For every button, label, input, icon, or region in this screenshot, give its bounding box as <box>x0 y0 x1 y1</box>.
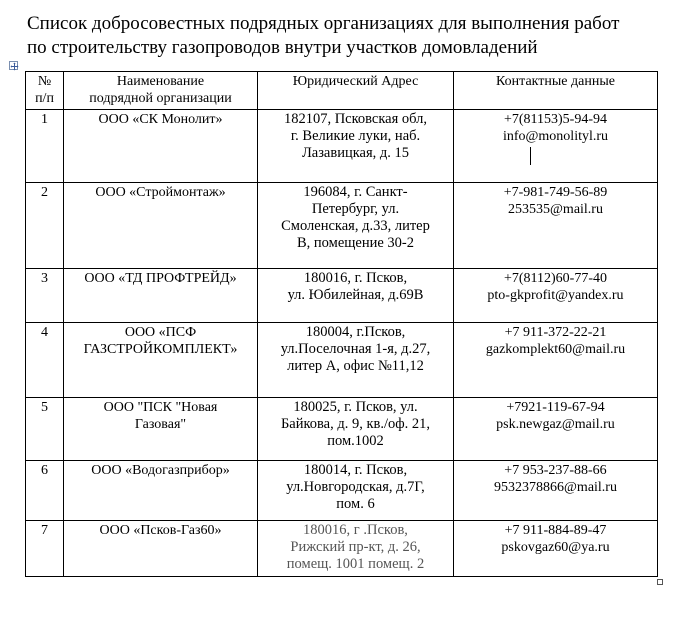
cell-address[interactable]: 180016, г. Псков, ул. Юбилейная, д.69В <box>258 269 454 323</box>
cell-contacts[interactable] <box>454 269 658 323</box>
cell-num[interactable]: 2 <box>26 183 64 269</box>
table-row <box>26 323 658 398</box>
cell-phone: +7 911-884-89-47 <box>504 523 607 538</box>
cell-name[interactable]: ООО "ПСК "Новая Газовая" <box>64 398 258 461</box>
table-row <box>26 110 658 183</box>
table-header-row <box>26 72 658 110</box>
cell-address[interactable]: 180014, г. Псков, ул.Новгородская, д.7Г, пом. 6 <box>258 461 454 521</box>
cell-email: psk.newgaz@mail.ru <box>496 417 615 432</box>
table-resize-handle-icon[interactable] <box>657 579 663 585</box>
cell-address[interactable]: 180016, г .Псков, Рижский пр-кт, д. 26, помещ. 1001 помещ. 2 <box>258 521 454 577</box>
cell-phone: +7(8112)60-77-40 <box>503 271 608 286</box>
cell-email: 253535@mail.ru <box>508 202 603 217</box>
table-move-handle-icon[interactable] <box>9 61 18 70</box>
text-cursor <box>530 147 531 165</box>
table-row <box>26 461 658 521</box>
header-contacts[interactable]: Контактные данные <box>454 72 658 110</box>
cell-email: info@monolityl.ru <box>502 129 609 144</box>
cell-phone: +7 953-237-88-66 <box>504 463 607 478</box>
cell-name[interactable]: ООО «ПСФ ГАЗСТРОЙКОМПЛЕКТ» <box>64 323 258 398</box>
cell-contacts[interactable] <box>454 110 658 183</box>
document-title: Список добросовестных подрядных организациях для выполнения работ по строительству газопроводов внутри участков домовладений <box>27 13 620 58</box>
cell-contacts[interactable] <box>454 183 658 269</box>
table-row <box>26 269 658 323</box>
cell-num[interactable]: 6 <box>26 461 64 521</box>
cell-name[interactable]: ООО «Водогазприбор» <box>64 461 258 521</box>
cell-phone: +7(81153)5-94-94 <box>503 112 608 127</box>
cell-address[interactable]: 196084, г. Санкт- Петербург, ул. Смоленская, д.33, литер В, помещение 30-2 <box>258 183 454 269</box>
cell-num[interactable]: 7 <box>26 521 64 577</box>
contractors-table <box>25 71 658 577</box>
cell-email: pto-gkprofit@yandex.ru <box>487 288 624 303</box>
cell-contacts[interactable] <box>454 521 658 577</box>
cell-phone: +7 911-372-22-21 <box>504 325 607 340</box>
cell-email: 9532378866@mail.ru <box>494 480 617 495</box>
cell-name[interactable]: ООО «Строймонтаж» <box>64 183 258 269</box>
cell-name[interactable]: ООО «ТД ПРОФТРЕЙД» <box>64 269 258 323</box>
cell-email: gazkomplekt60@mail.ru <box>485 342 626 357</box>
cell-contacts[interactable] <box>454 323 658 398</box>
cell-phone: +7-981-749-56-89 <box>503 185 608 200</box>
table-row <box>26 521 658 577</box>
header-name[interactable]: Наименование подрядной организации <box>64 72 258 110</box>
cell-num[interactable]: 5 <box>26 398 64 461</box>
cell-num[interactable]: 3 <box>26 269 64 323</box>
header-num[interactable]: № п/п <box>26 72 64 110</box>
cell-contacts[interactable] <box>454 461 658 521</box>
cell-num[interactable]: 4 <box>26 323 64 398</box>
header-address[interactable]: Юридический Адрес <box>258 72 454 110</box>
table-row <box>26 183 658 269</box>
cell-contacts[interactable] <box>454 398 658 461</box>
cell-phone: +7921-119-67-94 <box>506 400 605 415</box>
table-row <box>26 398 658 461</box>
cell-name[interactable]: ООО «Псков-Газ60» <box>64 521 258 577</box>
cell-name[interactable]: ООО «СК Монолит» <box>64 110 258 183</box>
cell-address[interactable]: 182107, Псковская обл, г. Великие луки, наб. Лазавицкая, д. 15 <box>258 110 454 183</box>
cell-num[interactable]: 1 <box>26 110 64 183</box>
cell-address[interactable]: 180025, г. Псков, ул. Байкова, д. 9, кв./оф. 21, пом.1002 <box>258 398 454 461</box>
cell-email: pskovgaz60@ya.ru <box>501 540 610 555</box>
cell-address[interactable]: 180004, г.Псков, ул.Поселочная 1-я, д.27, литер А, офис №11,12 <box>258 323 454 398</box>
